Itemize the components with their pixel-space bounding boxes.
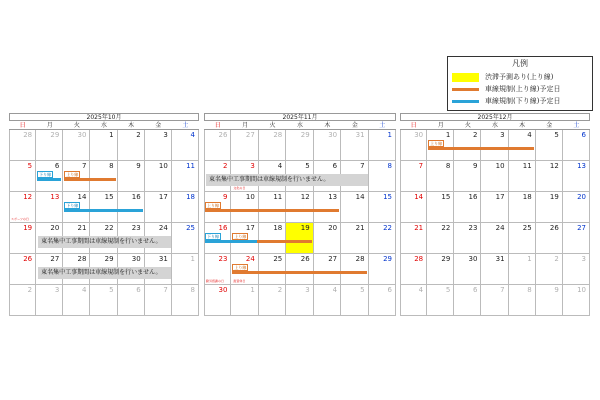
weekday-header: 金 <box>536 121 563 130</box>
day-cell <box>341 285 368 316</box>
calendar-title: 2025年12月 <box>400 113 590 121</box>
day-cell <box>536 285 563 316</box>
day-number: 27 <box>328 255 338 263</box>
day-number: 30 <box>131 255 141 263</box>
day-cell <box>259 130 286 161</box>
day-number: 21 <box>414 224 424 232</box>
day-cell <box>63 130 90 161</box>
day-number: 17 <box>495 193 505 201</box>
day-cell <box>369 192 396 223</box>
day-number: 15 <box>104 193 114 201</box>
day-number: 24 <box>495 224 505 232</box>
day-number: 4 <box>332 286 338 294</box>
day-cell <box>172 285 199 316</box>
day-number: 20 <box>50 224 60 232</box>
day-number: 6 <box>581 131 586 139</box>
day-number: 25 <box>522 224 532 232</box>
day-cell <box>509 254 536 285</box>
day-cell <box>145 285 172 316</box>
calendar-october <box>9 113 199 327</box>
day-number: 24 <box>245 255 255 263</box>
day-number: 19 <box>549 193 559 201</box>
weekday-header: 木 <box>314 121 341 130</box>
day-cell <box>9 161 36 192</box>
lane-restriction-up-bar <box>64 178 115 181</box>
day-cell <box>563 192 590 223</box>
lane-direction-label: 下り線 <box>66 203 79 208</box>
day-cell <box>90 192 117 223</box>
day-number: 6 <box>472 286 478 294</box>
day-cell <box>369 285 396 316</box>
day-number: 30 <box>328 131 338 139</box>
day-cell <box>286 130 313 161</box>
day-cell <box>481 254 508 285</box>
day-cell <box>36 192 63 223</box>
day-number: 23 <box>131 224 141 232</box>
calendar-title: 2025年10月 <box>9 113 199 121</box>
day-cell <box>509 192 536 223</box>
day-cell <box>400 130 427 161</box>
day-cell <box>454 161 481 192</box>
day-cell <box>509 130 536 161</box>
day-number: 4 <box>81 286 87 294</box>
day-number: 21 <box>77 224 87 232</box>
day-number: 1 <box>250 286 255 294</box>
day-cell <box>427 223 454 254</box>
day-number: 28 <box>355 255 365 263</box>
day-number: 1 <box>527 255 532 263</box>
day-cell <box>118 161 145 192</box>
day-number: 5 <box>109 286 114 294</box>
day-cell <box>481 223 508 254</box>
day-cell <box>286 285 313 316</box>
day-number: 25 <box>186 224 195 232</box>
day-cell <box>286 223 313 254</box>
day-number: 26 <box>300 255 310 263</box>
day-number: 2 <box>472 131 478 139</box>
lane-direction-label: 上り線 <box>207 203 219 208</box>
day-number: 6 <box>332 162 338 170</box>
day-cell <box>369 161 396 192</box>
day-number: 3 <box>250 162 255 170</box>
day-number: 2 <box>136 131 141 139</box>
holiday-note: 振替休日 <box>233 279 246 283</box>
day-cell <box>454 254 481 285</box>
day-cell <box>145 161 172 192</box>
holiday-note: 文化の日 <box>233 186 246 190</box>
day-number: 7 <box>81 162 87 170</box>
construction-notice: 東名集中工事期間は車線規制を行いません。 <box>38 236 171 248</box>
calendar-november <box>204 113 396 327</box>
day-number: 7 <box>360 162 365 170</box>
day-cell <box>341 223 368 254</box>
day-number: 31 <box>158 255 168 263</box>
day-number: 9 <box>472 162 478 170</box>
day-cell <box>341 254 368 285</box>
day-number: 16 <box>131 193 141 201</box>
day-cell <box>172 254 199 285</box>
day-number: 11 <box>273 193 283 201</box>
day-number: 9 <box>136 162 141 170</box>
day-number: 13 <box>577 162 586 170</box>
day-number: 18 <box>273 224 283 232</box>
day-number: 23 <box>218 255 228 263</box>
weekday-header: 金 <box>341 121 368 130</box>
day-number: 26 <box>23 255 33 263</box>
legend-box <box>447 56 593 111</box>
day-cell <box>369 130 396 161</box>
day-cell <box>204 130 231 161</box>
day-cell <box>36 285 63 316</box>
day-number: 5 <box>360 286 365 294</box>
day-number: 29 <box>50 131 60 139</box>
weekday-header: 日 <box>204 121 231 130</box>
day-cell <box>427 161 454 192</box>
day-number: 11 <box>186 162 195 170</box>
day-cell <box>314 285 341 316</box>
day-number: 26 <box>218 131 228 139</box>
day-number: 28 <box>77 255 87 263</box>
day-number: 23 <box>468 224 478 232</box>
day-cell <box>118 130 145 161</box>
day-cell <box>563 161 590 192</box>
legend-title: 凡例 <box>512 59 528 68</box>
day-cell <box>563 254 590 285</box>
lane-restriction-up-bar <box>205 209 339 212</box>
day-number: 19 <box>300 224 310 232</box>
day-cell <box>286 192 313 223</box>
day-cell <box>454 285 481 316</box>
day-number: 17 <box>245 224 255 232</box>
day-number: 5 <box>445 286 451 294</box>
day-cell <box>454 223 481 254</box>
legend-swatch-orange <box>452 88 479 91</box>
day-number: 4 <box>190 131 195 139</box>
day-number: 27 <box>577 224 586 232</box>
day-number: 30 <box>414 131 424 139</box>
day-number: 13 <box>50 193 60 201</box>
day-number: 16 <box>218 224 228 232</box>
legend-swatch-blue <box>452 100 479 103</box>
day-cell <box>341 192 368 223</box>
calendar-december <box>400 113 590 327</box>
day-number: 5 <box>305 162 310 170</box>
day-number: 4 <box>418 286 424 294</box>
day-cell <box>400 254 427 285</box>
day-cell <box>90 285 117 316</box>
day-number: 6 <box>54 162 60 170</box>
day-number: 30 <box>468 255 478 263</box>
day-cell <box>259 192 286 223</box>
day-cell <box>63 285 90 316</box>
day-number: 1 <box>445 131 451 139</box>
lane-direction-label: 上り線 <box>234 265 247 270</box>
day-number: 30 <box>77 131 87 139</box>
day-number: 20 <box>328 224 338 232</box>
day-cell <box>36 130 63 161</box>
day-number: 14 <box>355 193 365 201</box>
day-number: 2 <box>222 162 228 170</box>
weekday-header: 水 <box>481 121 508 130</box>
day-cell <box>509 285 536 316</box>
day-cell <box>145 130 172 161</box>
day-number: 12 <box>300 193 310 201</box>
holiday-note: 勤労感謝の日 <box>206 279 225 283</box>
day-cell <box>400 161 427 192</box>
day-number: 13 <box>328 193 338 201</box>
day-number: 4 <box>527 131 532 139</box>
day-cell <box>9 130 36 161</box>
day-number: 8 <box>445 162 451 170</box>
weekday-header: 土 <box>369 121 396 130</box>
day-cell <box>563 285 590 316</box>
construction-notice: 東名集中工事期間は車線規制を行いません。 <box>206 174 368 186</box>
lane-direction-label: 上り線 <box>66 172 79 177</box>
day-cell <box>536 223 563 254</box>
day-number: 6 <box>136 286 141 294</box>
day-number: 6 <box>387 286 392 294</box>
day-cell <box>90 130 117 161</box>
day-cell <box>536 130 563 161</box>
lane-direction-label: 下り線 <box>39 172 52 177</box>
day-cell <box>314 223 341 254</box>
day-number: 19 <box>23 224 33 232</box>
day-number: 29 <box>300 131 310 139</box>
day-number: 1 <box>190 255 195 263</box>
lane-direction-label: 上り線 <box>430 141 443 146</box>
day-cell <box>481 285 508 316</box>
day-number: 11 <box>522 162 532 170</box>
legend-label: 車線規制(下り線)予定日 <box>485 97 561 105</box>
day-cell <box>536 161 563 192</box>
day-cell <box>259 223 286 254</box>
day-cell <box>145 192 172 223</box>
day-cell <box>563 130 590 161</box>
lane-restriction-down-bar <box>205 240 257 243</box>
day-cell <box>259 254 286 285</box>
day-number: 8 <box>387 162 392 170</box>
day-cell <box>400 285 427 316</box>
weekday-header: 月 <box>36 121 63 130</box>
weekday-header: 土 <box>563 121 590 130</box>
day-number: 28 <box>273 131 283 139</box>
weekday-header: 金 <box>145 121 172 130</box>
day-number: 14 <box>414 193 424 201</box>
day-number: 25 <box>273 255 283 263</box>
day-cell <box>259 285 286 316</box>
day-cell <box>400 192 427 223</box>
day-cell <box>172 130 199 161</box>
day-number: 10 <box>245 193 255 201</box>
day-number: 12 <box>549 162 559 170</box>
construction-notice: 東名集中工事期間は車線規制を行いません。 <box>38 267 171 279</box>
day-cell <box>341 130 368 161</box>
day-number: 10 <box>158 162 168 170</box>
day-number: 27 <box>50 255 60 263</box>
day-cell <box>400 223 427 254</box>
weekday-header: 月 <box>427 121 454 130</box>
day-cell <box>509 161 536 192</box>
calendar-title: 2025年11月 <box>204 113 396 121</box>
day-number: 29 <box>383 255 392 263</box>
day-cell <box>509 223 536 254</box>
day-number: 10 <box>577 286 586 294</box>
weekday-header: 木 <box>509 121 536 130</box>
day-number: 16 <box>468 193 478 201</box>
day-cell <box>563 223 590 254</box>
day-number: 29 <box>441 255 451 263</box>
day-number: 9 <box>554 286 559 294</box>
day-number: 8 <box>190 286 195 294</box>
day-cell <box>481 161 508 192</box>
day-number: 20 <box>577 193 586 201</box>
day-cell <box>481 192 508 223</box>
day-number: 9 <box>222 193 228 201</box>
day-number: 3 <box>500 131 505 139</box>
weekday-header: 日 <box>400 121 427 130</box>
weekday-header: 水 <box>90 121 117 130</box>
day-number: 10 <box>495 162 505 170</box>
day-number: 17 <box>158 193 168 201</box>
lane-direction-label: 下り線 <box>207 234 219 239</box>
day-number: 2 <box>277 286 283 294</box>
day-cell <box>454 192 481 223</box>
lane-restriction-up-bar <box>232 271 366 274</box>
day-cell <box>427 192 454 223</box>
day-number: 7 <box>500 286 505 294</box>
weekday-header: 火 <box>63 121 90 130</box>
day-number: 1 <box>387 131 392 139</box>
day-cell <box>231 130 258 161</box>
day-cell <box>172 192 199 223</box>
day-number: 29 <box>104 255 114 263</box>
weekday-header: 火 <box>259 121 286 130</box>
day-number: 5 <box>554 131 559 139</box>
legend-label: 車線規制(上り線)予定日 <box>485 85 561 93</box>
day-number: 8 <box>109 162 114 170</box>
day-number: 3 <box>305 286 310 294</box>
legend-item-down-lane <box>452 96 592 107</box>
legend-swatch-yellow <box>452 73 479 82</box>
day-cell <box>369 223 396 254</box>
legend-label: 渋滞予測あり(上り線) <box>485 73 554 81</box>
lane-restriction-up-bar <box>428 147 534 150</box>
day-number: 14 <box>77 193 87 201</box>
day-number: 15 <box>383 193 392 201</box>
day-number: 30 <box>218 286 228 294</box>
day-cell <box>172 223 199 254</box>
day-number: 2 <box>27 286 33 294</box>
day-number: 4 <box>277 162 283 170</box>
day-number: 8 <box>527 286 532 294</box>
lane-direction-label: 上り線 <box>234 234 247 239</box>
weekday-header: 火 <box>454 121 481 130</box>
day-cell <box>172 161 199 192</box>
day-cell <box>481 130 508 161</box>
day-number: 18 <box>186 193 195 201</box>
holiday-note: スポーツの日 <box>11 217 29 221</box>
weekday-header: 木 <box>118 121 145 130</box>
day-number: 7 <box>163 286 168 294</box>
day-cell <box>454 130 481 161</box>
day-number: 2 <box>554 255 559 263</box>
day-cell <box>536 192 563 223</box>
weekday-header: 水 <box>286 121 313 130</box>
day-number: 31 <box>355 131 365 139</box>
day-number: 3 <box>581 255 586 263</box>
lane-restriction-down-bar <box>64 209 142 212</box>
legend-item-congestion <box>452 72 592 83</box>
weekday-header: 月 <box>231 121 258 130</box>
day-cell <box>536 254 563 285</box>
day-number: 28 <box>414 255 424 263</box>
lane-restriction-down-bar <box>37 178 61 181</box>
day-number: 22 <box>383 224 392 232</box>
day-number: 26 <box>549 224 559 232</box>
day-number: 1 <box>109 131 114 139</box>
day-number: 21 <box>355 224 365 232</box>
day-cell <box>90 161 117 192</box>
day-number: 3 <box>54 286 60 294</box>
day-cell <box>118 192 145 223</box>
weekday-header: 日 <box>9 121 36 130</box>
day-cell <box>314 254 341 285</box>
day-number: 24 <box>158 224 168 232</box>
day-number: 28 <box>23 131 33 139</box>
weekday-header: 土 <box>172 121 199 130</box>
day-number: 22 <box>104 224 114 232</box>
day-number: 12 <box>23 193 33 201</box>
day-number: 31 <box>495 255 505 263</box>
legend-item-up-lane <box>452 84 592 95</box>
day-number: 7 <box>418 162 424 170</box>
day-number: 27 <box>245 131 255 139</box>
day-cell <box>118 285 145 316</box>
day-number: 15 <box>441 193 451 201</box>
day-cell <box>314 130 341 161</box>
day-cell <box>427 285 454 316</box>
day-number: 22 <box>441 224 451 232</box>
day-cell <box>427 254 454 285</box>
day-cell <box>286 254 313 285</box>
day-number: 5 <box>27 162 33 170</box>
day-number: 18 <box>522 193 532 201</box>
day-cell <box>369 254 396 285</box>
day-cell <box>314 192 341 223</box>
day-number: 3 <box>163 131 168 139</box>
